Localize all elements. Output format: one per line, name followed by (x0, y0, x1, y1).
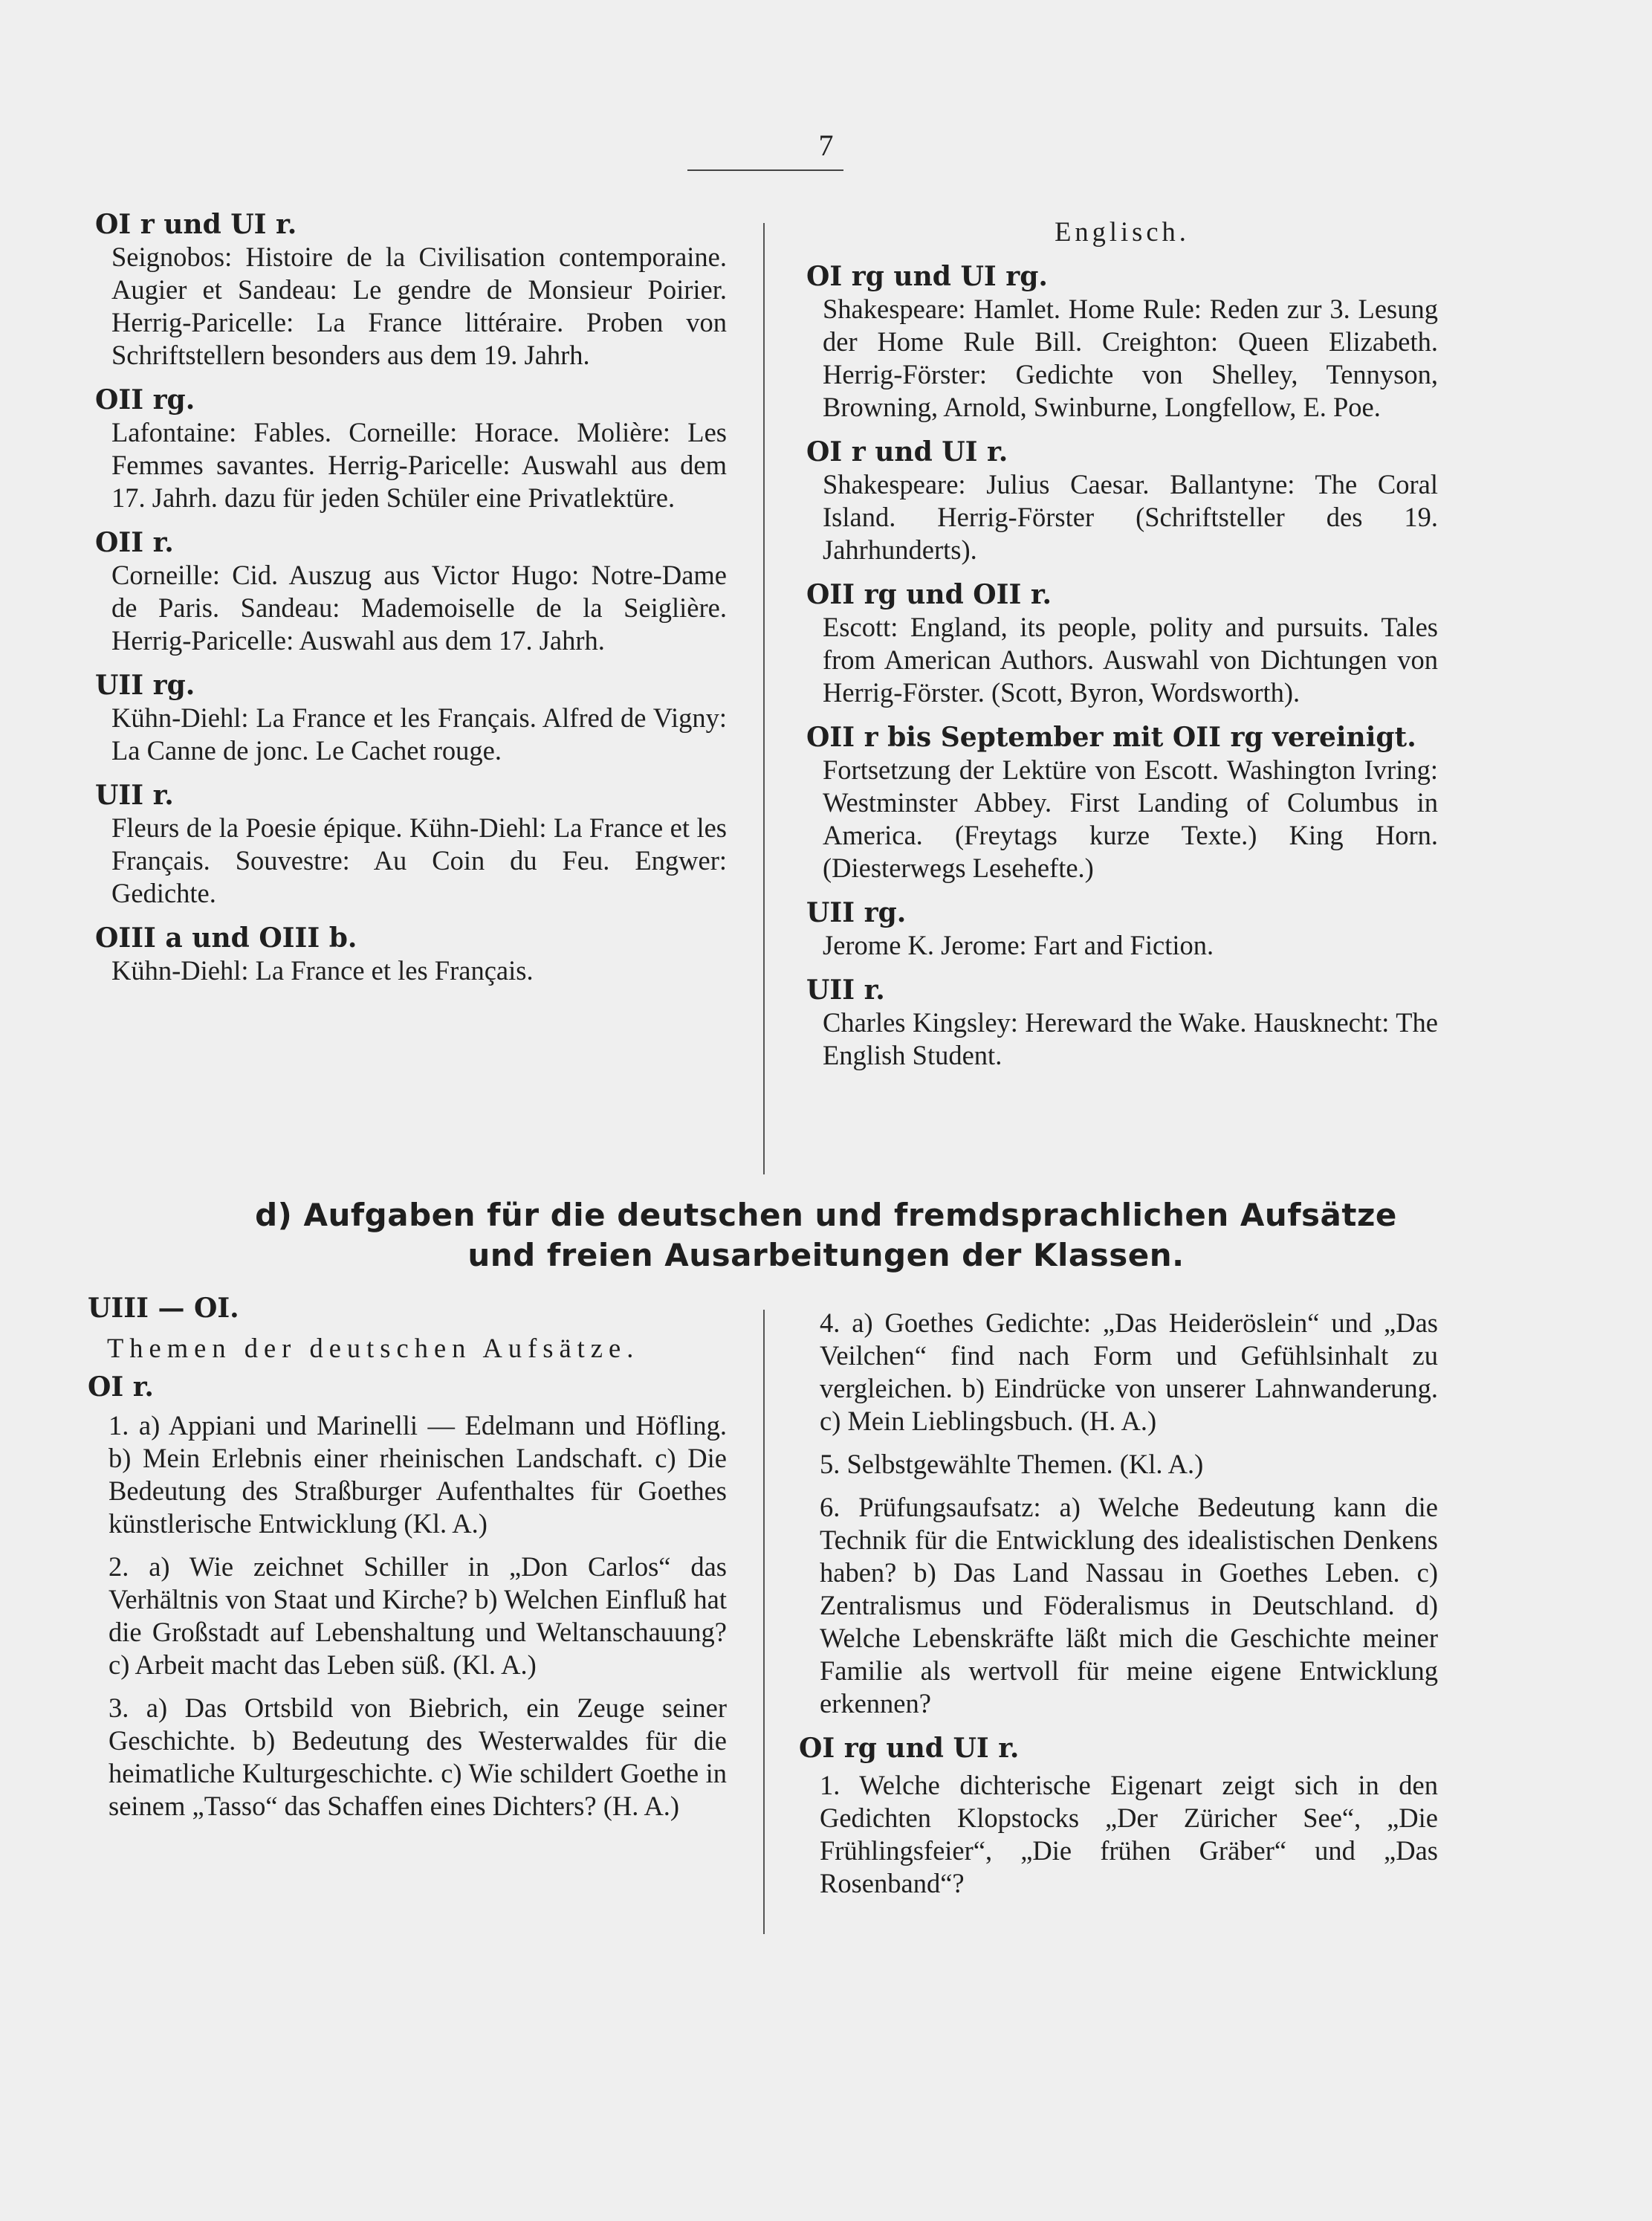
essay-topic: 5. Selbstgewählte Themen. (Kl. A.) (820, 1449, 1204, 1479)
reading-text: Escott: England, its people, polity and pursuits. Tales from American Authors. Auswahl von Dichtungen von Herrig-Förster. (Scott, Byron, Wordsworth). (823, 612, 1438, 708)
reading-text: Shakespeare: Hamlet. Home Rule: Reden zur 3. Lesung der Home Rule Bill. Creighton: Queen Elizabeth. Herrig-Förster: Gedichte von Shelley, Tennyson, Browning, Arnold, Swinburne, Longfellow, E. Poe. (823, 294, 1438, 422)
reading-text: Charles Kingsley: Hereward the Wake. Hausknecht: The English Student. (823, 1007, 1438, 1070)
class-heading: OI r und UI r. (95, 209, 297, 240)
section-heading-line2: und freien Ausarbeitungen der Klassen. (467, 1237, 1185, 1273)
essay-topics-right-column (799, 1307, 1438, 1900)
page-number-rule (687, 169, 843, 171)
class-heading: UII r. (95, 780, 174, 811)
page-number: 7 (818, 129, 834, 162)
reading-text: Kühn-Diehl: La France et les Français. (111, 955, 534, 986)
class-heading: UII r. (806, 974, 885, 1006)
class-heading: UII rg. (95, 670, 195, 701)
essay-topic: 1. a) Appiani und Marinelli — Edelmann und Höfling. b) Mein Erlebnis einer rheinischen Landschaft. c) Die Bedeutung des Straßburger Aufenthaltes für Goethes künstlerische Entwicklung (Kl. A.) (108, 1410, 727, 1539)
reading-text: Lafontaine: Fables. Corneille: Horace. Molière: Les Femmes savantes. Herrig-Paricelle: Auswahl aus dem 17. Jahrh. dazu für jeden Schüler eine Privatlektüre. (111, 417, 727, 513)
class-range-heading: UIII — OI. (88, 1293, 239, 1324)
class-heading: UII rg. (806, 897, 907, 928)
section-heading-line1: d) Aufgaben für die deutschen und fremdsprachlichen Aufsätze (255, 1197, 1397, 1233)
essay-topics-left-column (88, 1292, 727, 1823)
themes-title: Themen der deutschen Aufsätze. (107, 1333, 640, 1363)
essay-topic: 1. Welche dichterische Eigenart zeigt sich in den Gedichten Klopstocks „Der Züricher See“, „Die Frühlingsfeier“, „Die frühen Gräber“ und „Das Rosenband“? (820, 1770, 1438, 1898)
essay-topic: 4. a) Goethes Gedichte: „Das Heideröslein“ und „Das Veilchen“ find nach Form und Gefühlsinhalt zu vergleichen. b) Eindrücke von unserer Lahnwanderung. c) Mein Lieblingsbuch. (H. A.) (820, 1307, 1438, 1436)
reading-text: Fortsetzung der Lektüre von Escott. Washington Ivring: Westminster Abbey. First Landing of Columbus in America. (Freytags kurze Texte.) King Horn. (Diesterwegs Lesehefte.) (823, 754, 1438, 883)
column-divider (763, 1310, 765, 1934)
reading-text: Seignobos: Histoire de la Civilisation contemporaine. Augier et Sandeau: Le gendre de Monsieur Poirier. Herrig-Paricelle: La France littéraire. Proben von Schriftstellern besonders aus dem 19. Jahrh. (111, 242, 727, 370)
essay-topic: 6. Prüfungsaufsatz: a) Welche Bedeutung kann die Technik für die Entwicklung des idealistischen Denkens haben? b) Das Land Nassau in Goethes Leben. c) Zentralismus und Föderalismus in Deutschland. d) Welche Lebenskräfte läßt mich die Geschichte meiner Familie als wertvoll für meine eigene Entwicklung erkennen? (820, 1492, 1438, 1719)
class-heading: OI rg und UI rg. (806, 261, 1048, 292)
class-heading: OII rg. (95, 384, 195, 416)
reading-text: Fleurs de la Poesie épique. Kühn-Diehl: La France et les Français. Souvestre: Au Coin du Feu. Engwer: Gedichte. (111, 812, 727, 908)
reading-text: Jerome K. Jerome: Fart and Fiction. (823, 930, 1214, 960)
reading-text: Corneille: Cid. Auszug aus Victor Hugo: Notre-Dame de Paris. Sandeau: Mademoiselle de la Seiglière. Herrig-Paricelle: Auswahl aus dem 17. Jahrh. (111, 560, 727, 656)
class-heading: OIII a und OIII b. (95, 922, 357, 954)
class-heading: OI r und UI r. (806, 436, 1008, 468)
class-heading: OII r. (95, 527, 174, 558)
class-heading: OI r. (88, 1371, 154, 1403)
essay-topic: 2. a) Wie zeichnet Schiller in „Don Carlos“ das Verhältnis von Staat und Kirche? b) Welchen Einfluß hat die Großstadt auf Lebenshaltung und Weltanschauung? c) Arbeit macht das Leben süß. (Kl. A.) (108, 1551, 727, 1680)
reading-text: Shakespeare: Julius Caesar. Ballantyne: The Coral Island. Herrig-Förster (Schriftsteller des 19. Jahrhunderts). (823, 469, 1438, 565)
essay-topic: 3. a) Das Ortsbild von Biebrich, ein Zeuge seiner Geschichte. b) Bedeutung des Westerwaldes für die heimatliche Kulturgeschichte. c) Wie schildert Goethe in seinem „Tasso“ das Schaffen eines Dichters? (H. A.) (108, 1693, 727, 1821)
section-heading (0, 1195, 1652, 1276)
french-reading-column (95, 208, 727, 987)
english-reading-column (806, 216, 1438, 1072)
class-heading: OII r bis September mit OII rg vereinigt. (806, 722, 1416, 753)
reading-text: Kühn-Diehl: La France et les Français. Alfred de Vigny: La Canne de jonc. Le Cachet rouge. (111, 702, 727, 766)
column-divider (763, 223, 765, 1174)
class-heading: OI rg und UI r. (799, 1733, 1020, 1764)
class-heading: OII rg und OII r. (806, 579, 1052, 610)
english-title: Englisch. (1055, 216, 1190, 247)
